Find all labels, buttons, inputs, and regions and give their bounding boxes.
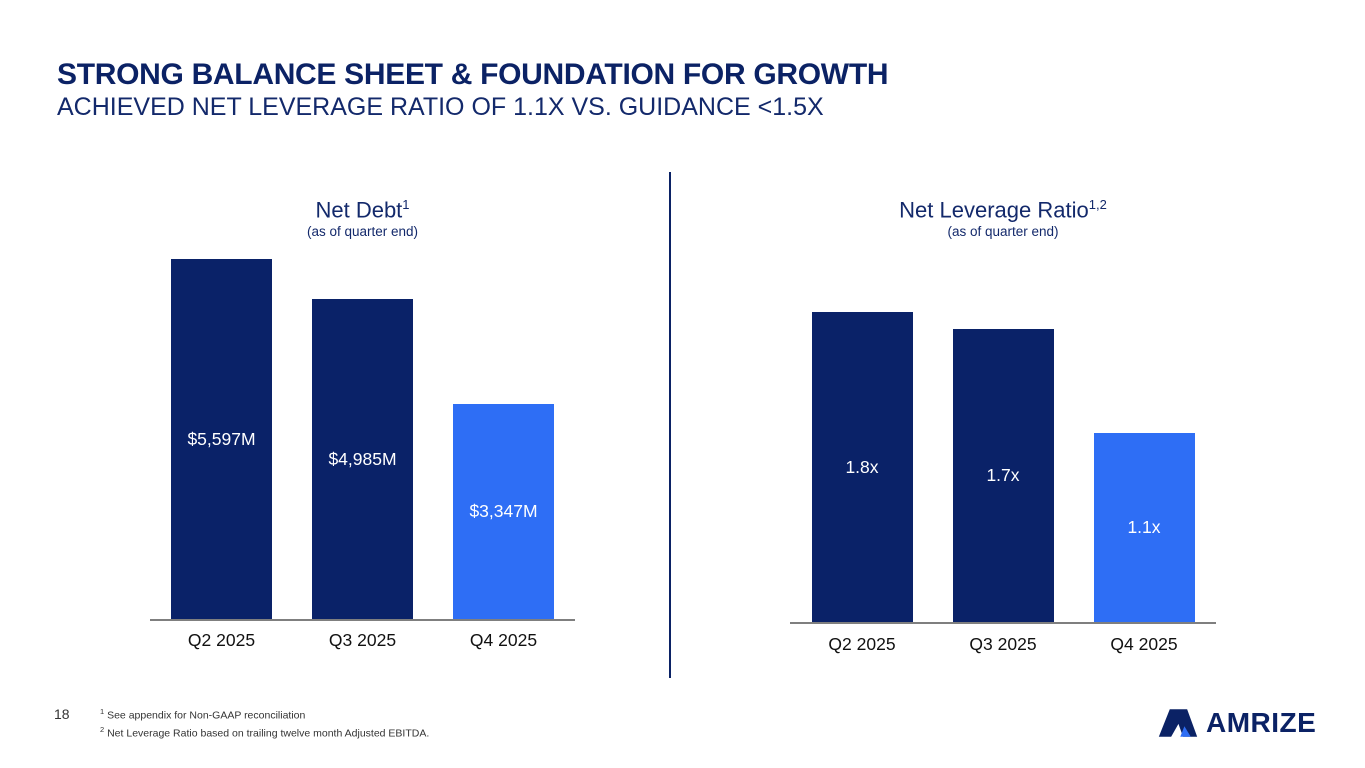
bar-value-label: 1.8x bbox=[845, 456, 879, 477]
x-axis-label: Q4 2025 bbox=[1110, 634, 1178, 654]
slide-title: STRONG BALANCE SHEET & FOUNDATION FOR GROWTH bbox=[57, 58, 889, 91]
footnotes bbox=[100, 705, 429, 740]
bar-value-label: $3,347M bbox=[469, 501, 538, 521]
chart-divider-line bbox=[669, 172, 671, 678]
x-axis-label: Q2 2025 bbox=[187, 630, 256, 650]
bar-value-label: $4,985M bbox=[328, 448, 397, 469]
bar-value-label: 1.7x bbox=[986, 465, 1020, 485]
x-axis-label: Q2 2025 bbox=[828, 634, 896, 654]
x-axis-label: Q3 2025 bbox=[969, 634, 1037, 654]
x-axis-label: Q3 2025 bbox=[328, 630, 397, 650]
slide-subtitle: ACHIEVED NET LEVERAGE RATIO OF 1.1X VS. GUIDANCE <1.5X bbox=[57, 93, 824, 121]
x-axis-label: Q4 2025 bbox=[469, 630, 538, 650]
bar-q4-2025 bbox=[453, 404, 554, 619]
bar-q3-2025 bbox=[312, 299, 413, 619]
net-leverage-chart-title: Net Leverage Ratio$^{1,2}$ bbox=[899, 197, 1107, 223]
net-debt-chart-subtitle: (as of quarter end) bbox=[306, 224, 419, 240]
bar-value-label: 1.1x bbox=[1127, 517, 1161, 537]
net-debt-chart-header bbox=[150, 192, 575, 241]
page-number: 18 bbox=[54, 706, 70, 722]
amrize-logo bbox=[1157, 701, 1316, 745]
bar-q4-2025 bbox=[1094, 433, 1195, 622]
amrize-logo-mark-icon bbox=[1157, 705, 1199, 741]
net-leverage-x-axis-labels bbox=[790, 634, 1216, 655]
footnote-2: $^2$ Net Leverage Ratio based on trailing twelve month Adjusted EBITDA. bbox=[100, 724, 430, 739]
net-leverage-chart-subtitle: (as of quarter end) bbox=[947, 224, 1059, 240]
net-leverage-plot bbox=[790, 312, 1216, 622]
net-debt-chart-title: Net Debt$^1$ bbox=[315, 197, 410, 223]
net-leverage-chart-header bbox=[790, 192, 1216, 241]
bar-q2-2025 bbox=[812, 312, 913, 622]
bar-q3-2025 bbox=[953, 329, 1054, 622]
net-debt-x-axis-labels bbox=[150, 630, 575, 651]
bar-q2-2025 bbox=[171, 259, 272, 619]
bar-value-label: $5,597M bbox=[187, 428, 256, 449]
footnote-1: $^1$ See appendix for Non-GAAP reconciliation bbox=[100, 707, 306, 722]
net-debt-plot bbox=[150, 259, 575, 619]
amrize-logo-text: AMRIZE bbox=[1206, 707, 1317, 738]
